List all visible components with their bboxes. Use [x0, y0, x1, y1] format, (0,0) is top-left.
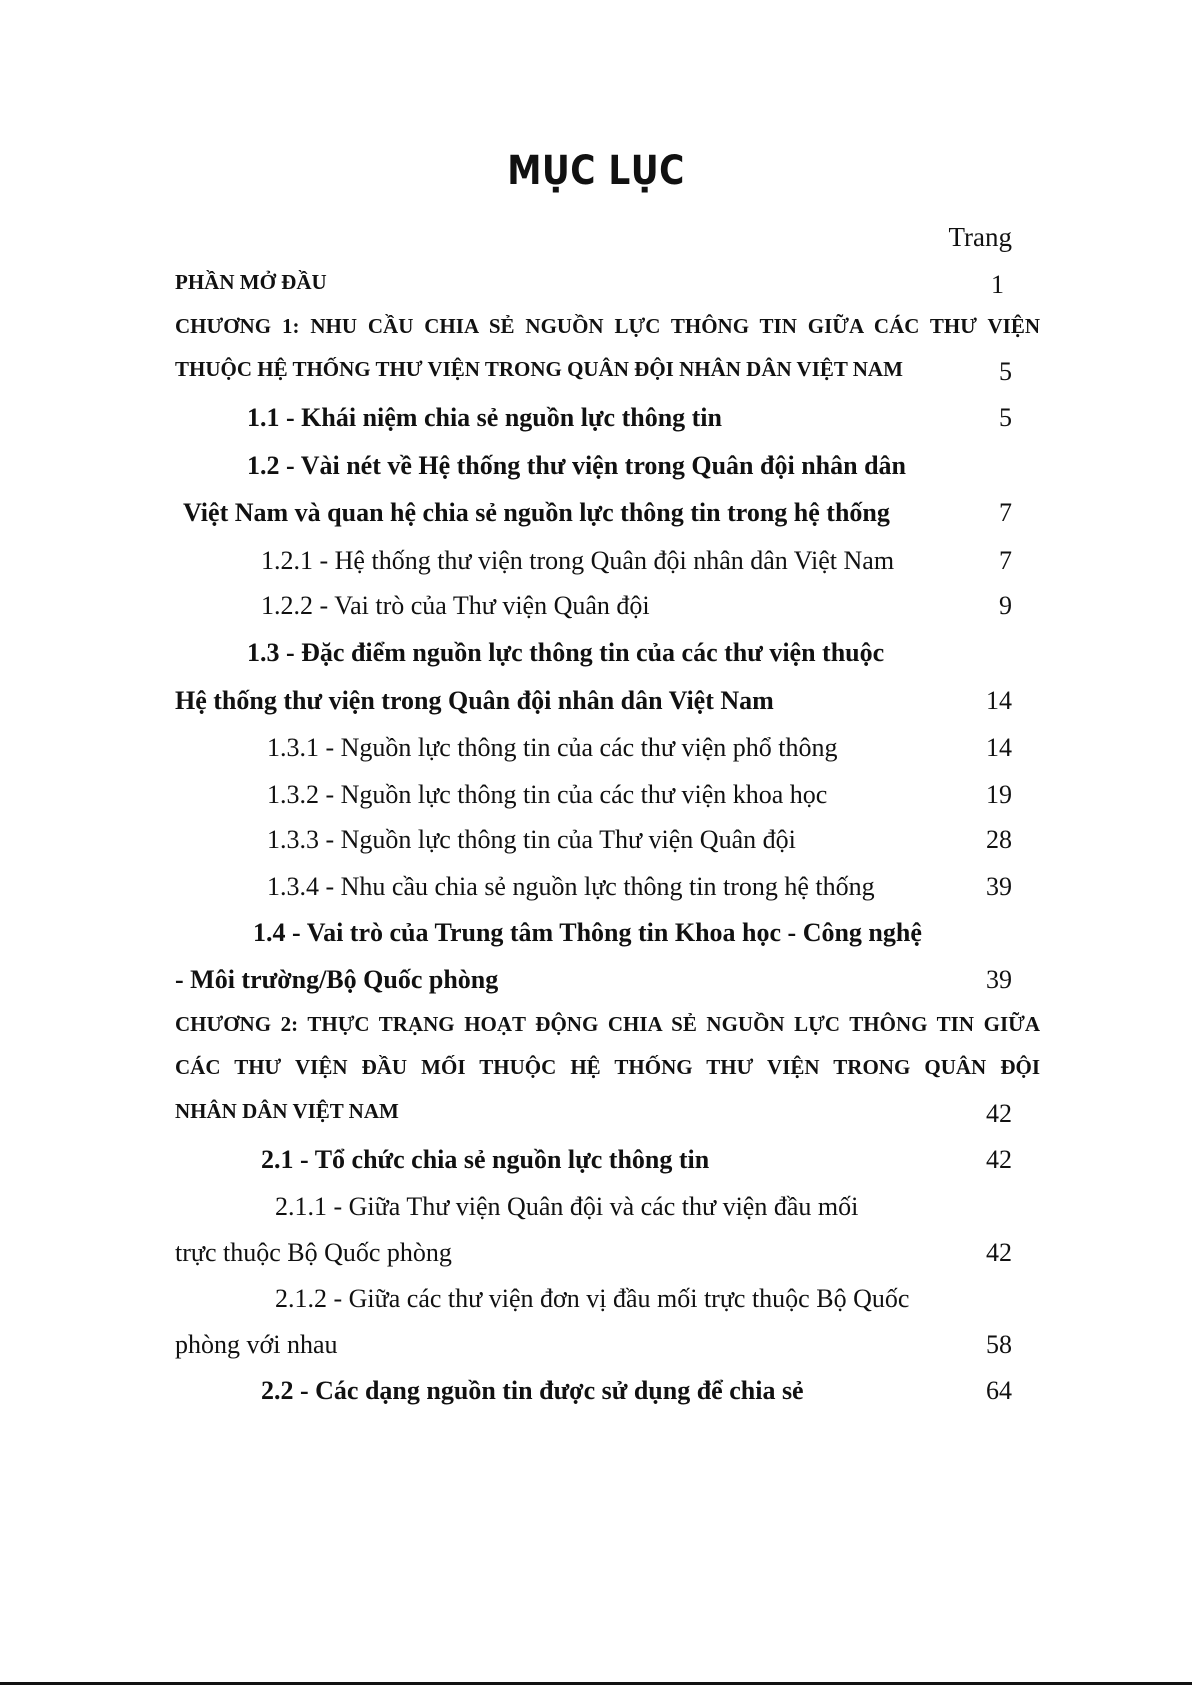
- toc-entry: [175, 1376, 1012, 1416]
- toc-entry-text: 1.3.4 - Nhu cầu chia sẻ nguồn lực thông tin trong hệ thống: [267, 872, 875, 901]
- toc-entry-text: CHƯƠNG 1: NHU CẦU CHIA SẺ NGUỒN LỰC THÔNG TIN GIỮA CÁC THƯ VIỆN: [175, 314, 1040, 338]
- toc-entry-page: 1: [991, 270, 1004, 299]
- toc-entry-text: 1.3.1 - Nguồn lực thông tin của các thư viện phổ thông: [267, 733, 838, 762]
- toc-entry-text: NHÂN DÂN VIỆT NAM: [175, 1099, 399, 1123]
- toc-entry: [175, 780, 1012, 820]
- toc-entry-text: CÁC THƯ VIỆN ĐẦU MỐI THUỘC HỆ THỐNG THƯ VIỆN TRONG QUÂN ĐỘI: [175, 1055, 1040, 1079]
- toc-entry: [175, 1012, 1040, 1052]
- toc-entry: [175, 733, 1012, 773]
- toc-entry: [175, 357, 1012, 397]
- toc-entry-page: 42: [986, 1145, 1012, 1174]
- toc-entry: [175, 1284, 1012, 1324]
- toc-entry: [175, 1145, 1012, 1185]
- toc-entry-text: Việt Nam và quan hệ chia sẻ nguồn lực thông tin trong hệ thống: [183, 498, 890, 527]
- toc-entry-text: 1.3.2 - Nguồn lực thông tin của các thư viện khoa học: [267, 780, 828, 809]
- toc-entry-page: 9: [999, 591, 1012, 620]
- toc-entry: [175, 1330, 1012, 1370]
- toc-entry-page: 5: [999, 357, 1012, 386]
- toc-entry: [175, 686, 1012, 726]
- toc-entry: [175, 1055, 1040, 1095]
- toc-entry-text: PHẦN MỞ ĐẦU: [175, 270, 327, 294]
- toc-entry-text: 1.3 - Đặc điểm nguồn lực thông tin của các thư viện thuộc: [247, 638, 885, 667]
- toc-entry-page: 39: [986, 872, 1012, 901]
- toc-entry: [175, 965, 1012, 1005]
- toc-entry-text: 1.2.2 - Vai trò của Thư viện Quân đội: [261, 591, 650, 620]
- toc-entry: [175, 918, 1012, 958]
- toc-entry-page: 7: [999, 546, 1012, 575]
- toc-entry-page: 42: [986, 1099, 1012, 1128]
- toc-entry: [175, 451, 1012, 491]
- toc-entry-page: 14: [986, 733, 1012, 762]
- toc-entry-page: 28: [986, 825, 1012, 854]
- toc-entry-page: 39: [986, 965, 1012, 994]
- toc-entry-text: THUỘC HỆ THỐNG THƯ VIỆN TRONG QUÂN ĐỘI NHÂN DÂN VIỆT NAM: [175, 357, 903, 381]
- toc-entry: [175, 403, 1012, 443]
- page-title: MỤC LỤC: [507, 148, 685, 194]
- toc-entry: [175, 498, 1012, 538]
- toc-entry: [175, 825, 1012, 865]
- toc-entry: [175, 638, 1012, 678]
- toc-entry: [175, 591, 1012, 631]
- toc-entry-text: 2.1.1 - Giữa Thư viện Quân đội và các thư viện đầu mối: [275, 1192, 859, 1221]
- toc-entry-text: 1.1 - Khái niệm chia sẻ nguồn lực thông tin: [247, 403, 722, 432]
- toc-entry: [175, 1099, 1012, 1139]
- toc-entry: [175, 270, 1012, 310]
- toc-entry-text: 1.2 - Vài nét về Hệ thống thư viện trong Quân đội nhân dân: [247, 451, 906, 480]
- toc-entry-text: CHƯƠNG 2: THỰC TRẠNG HOẠT ĐỘNG CHIA SẺ NGUỒN LỰC THÔNG TIN GIỮA: [175, 1012, 1040, 1036]
- toc-entry-page: 14: [986, 686, 1012, 715]
- toc-entry-text: 1.4 - Vai trò của Trung tâm Thông tin Khoa học - Công nghệ: [253, 918, 922, 947]
- toc-entry-page: 5: [999, 403, 1012, 432]
- toc-entry: [175, 314, 1040, 354]
- toc-entry: [175, 1238, 1012, 1278]
- toc-entry: [175, 872, 1012, 912]
- toc-entry-text: Hệ thống thư viện trong Quân đội nhân dân Việt Nam: [175, 686, 774, 715]
- toc-entry-page: 19: [986, 780, 1012, 809]
- toc-entry-text: phòng với nhau: [175, 1330, 338, 1359]
- toc-entry-text: 1.3.3 - Nguồn lực thông tin của Thư viện Quân đội: [267, 825, 796, 854]
- toc-entry: [175, 1192, 1012, 1232]
- toc-entry-text: 2.2 - Các dạng nguồn tin được sử dụng để chia sẻ: [261, 1376, 804, 1405]
- toc-entry-text: 1.2.1 - Hệ thống thư viện trong Quân đội nhân dân Việt Nam: [261, 546, 895, 575]
- toc-entry: [175, 546, 1012, 586]
- toc-entry-page: 42: [986, 1238, 1012, 1267]
- toc-entry-text: 2.1 - Tổ chức chia sẻ nguồn lực thông tin: [261, 1145, 710, 1174]
- toc-entry-page: 64: [986, 1376, 1012, 1405]
- toc-entry-page: 7: [999, 498, 1012, 527]
- toc-entry-text: trực thuộc Bộ Quốc phòng: [175, 1238, 452, 1267]
- toc-entry-page: 58: [986, 1330, 1012, 1359]
- toc-entry-text: - Môi trường/Bộ Quốc phòng: [175, 965, 499, 994]
- page-column-header: Trang: [948, 222, 1012, 252]
- toc-entry-text: 2.1.2 - Giữa các thư viện đơn vị đầu mối trực thuộc Bộ Quốc: [275, 1284, 910, 1313]
